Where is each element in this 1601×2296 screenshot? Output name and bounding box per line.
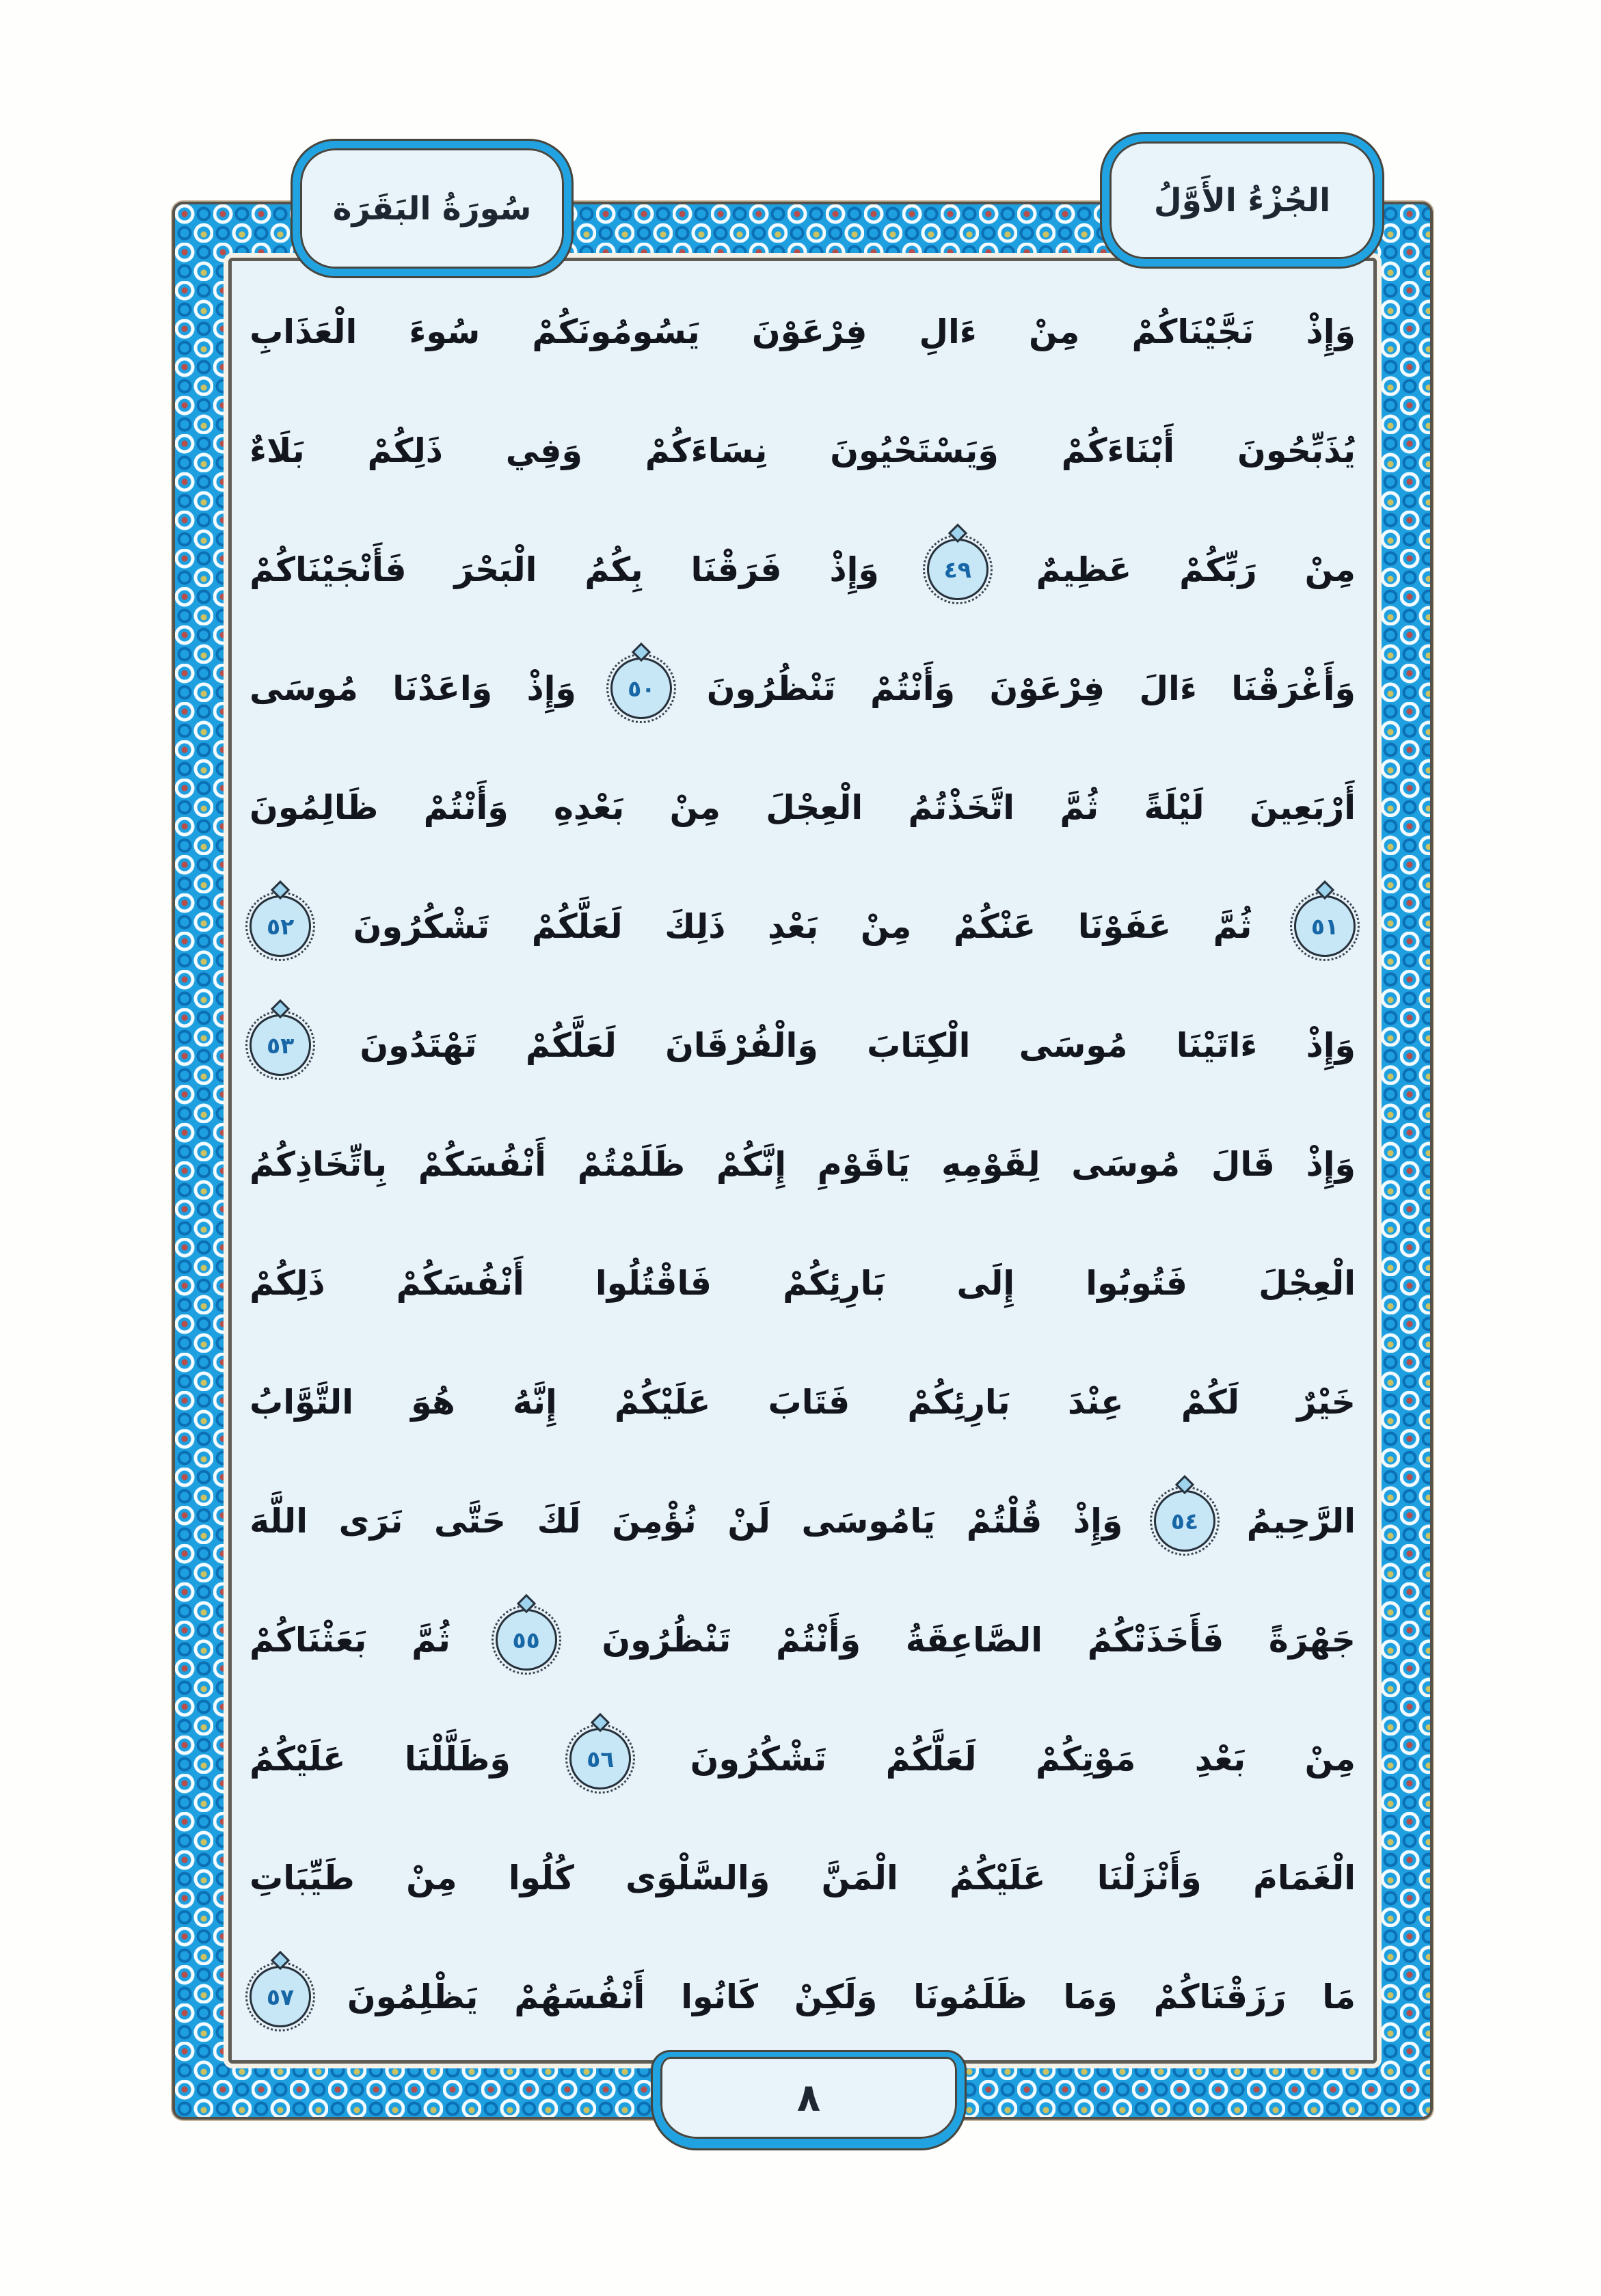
word: إِلَى [956,1263,1015,1303]
quran-line [250,272,1356,391]
word: أَنْفُسَكُمْ [396,1263,524,1303]
word: وَإِذْ [1306,312,1356,351]
word: مَا [1322,1977,1356,2016]
word: وَإِذْ [829,550,879,589]
word: بَعَثْنَاكُمْ [250,1620,367,1660]
word: فَأَخَذَتْكُمُ [1087,1620,1224,1660]
word: تَشْكُرُونَ [690,1739,827,1779]
word: تَنْظُرُونَ [706,668,836,708]
word: رَزَقْنَاكُمْ [1153,1977,1287,2016]
word: لِقَوْمِهِ [941,1144,1040,1184]
verse-number-medallion: ٥٢ [250,895,311,957]
word: أَنْفُسَكُمْ [418,1144,546,1184]
word: الْعَذَابِ [250,312,358,351]
word: ءَالِ [919,312,977,351]
quran-line [250,391,1356,510]
word: بَعْدِ [1194,1739,1246,1779]
quran-line [250,510,1356,629]
word: وَإِذْ [1073,1501,1123,1541]
word: بَعْدِ [767,906,819,946]
word: وَأَنْتُمْ [870,668,956,708]
word: الْعِجْلَ [1259,1263,1356,1303]
word: نُؤْمِنَ [612,1501,697,1541]
quran-line [250,1105,1356,1224]
quran-line [250,629,1356,748]
word: فِرْعَوْنَ [751,312,867,351]
word: الْكِتَابَ [867,1025,971,1065]
word: عِنْدَ [1067,1382,1124,1422]
surah-name-tab [293,141,571,276]
word: عَلَيْكُمْ [614,1382,711,1422]
word: ذَلِكُمْ [250,1263,325,1303]
word: وَأَنْتُمْ [775,1620,861,1660]
verse-number-medallion: ٥٠ [610,658,672,719]
word: بِاتِّخَاذِكُمُ [250,1144,387,1184]
word: هُوَ [411,1382,455,1422]
word: حَتَّى [434,1501,506,1541]
verse-number-medallion: ٥٦ [569,1728,631,1789]
word: نَرَى [338,1501,403,1541]
quran-line [250,1461,1356,1580]
word: وَالسَّلْوَى [625,1858,770,1897]
word: لَعَلَّكُمْ [525,1025,617,1065]
verse-number-medallion: ٥٥ [496,1609,557,1671]
word: فَأَنْجَيْنَاكُمْ [250,550,407,589]
word: مِنْ [860,906,912,946]
word: وَإِذْ [526,668,576,708]
word: لَكُمْ [1181,1382,1240,1422]
word: الْمَنَّ [821,1858,898,1897]
word: تَنْظُرُونَ [602,1620,731,1660]
word: مِنْ [406,1858,457,1897]
word: مِنْ [1028,312,1080,351]
word: الْغَمَامَ [1252,1858,1356,1897]
verse-number-medallion: ٥١ [1294,895,1356,957]
word: ظَلَمُونَا [913,1977,1027,2016]
word: وَأَنْتُمْ [423,787,509,827]
word: ثُمَّ [1213,906,1252,946]
word: طَيِّبَاتِ [250,1858,355,1897]
word: مُوسَى [1071,1144,1181,1184]
word: لَعَلَّكُمْ [531,906,623,946]
word: بَلَاءٌ [250,431,305,470]
word: بَارِئِكُمْ [907,1382,1010,1422]
word: وَأَنْزَلْنَا [1097,1858,1202,1897]
word: ذَلِكَ [664,906,726,946]
word: كَانُوا [681,1977,759,2016]
word: رَبِّكُمْ [1179,550,1257,589]
quran-line [250,986,1356,1105]
word: فَتَابَ [768,1382,850,1422]
word: أَبْنَاءَكُمْ [1061,431,1175,470]
word: يَامُوسَى [801,1501,936,1541]
word: عَفَوْنَا [1077,906,1172,946]
quran-line [250,1580,1356,1699]
word: وَيَسْتَحْيُونَ [830,431,999,470]
quran-line [250,748,1356,867]
word: ذَلِكُمْ [367,431,443,470]
decorative-border-frame [172,202,1433,2120]
word: يَظْلِمُونَ [347,1977,479,2016]
word: فَاقْتُلُوا [595,1263,712,1303]
word: ثُمَّ [412,1620,450,1660]
word: التَّوَّابُ [250,1382,353,1422]
word: وَفِي [505,431,582,470]
word: جَهْرَةً [1268,1620,1356,1660]
word: سُوءَ [409,312,481,351]
word: فَرَقْنَا [690,550,782,589]
word: ظَالِمُونَ [250,787,379,827]
word: كُلُوا [508,1858,574,1897]
word: فِرْعَوْنَ [989,668,1105,708]
word: الْعِجْلَ [766,787,863,827]
quran-line [250,1699,1356,1818]
word: تَشْكُرُونَ [353,906,490,946]
quran-line [250,1937,1356,2056]
word: مِنْ [1304,550,1356,589]
word: ءَاتَيْنَا [1176,1025,1258,1065]
word: قُلْتُمْ [966,1501,1042,1541]
word: عَنْكُمْ [953,906,1036,946]
word: عَظِيمٌ [1036,550,1132,589]
word: إِنَّكُمْ [716,1144,787,1184]
word: فَتُوبُوا [1086,1263,1188,1303]
word: يُذَبِّحُونَ [1237,431,1356,470]
word: اللَّهَ [250,1501,308,1541]
word: يَسُومُونَكُمْ [532,312,700,351]
text-panel [228,258,1377,2064]
quran-line [250,867,1356,986]
word: إِنَّهُ [512,1382,557,1422]
word: نِسَاءَكُمْ [645,431,768,470]
word: عَلَيْكُمُ [250,1739,346,1779]
word: ثُمَّ [1060,787,1099,827]
page-number-tab [653,2052,965,2148]
word: مِنْ [669,787,721,827]
verse-number-medallion: ٥٧ [250,1966,311,2027]
word: الصَّاعِقَةُ [905,1620,1043,1660]
word: أَرْبَعِينَ [1249,787,1356,827]
word: عَلَيْكُمُ [950,1858,1046,1897]
word: لَكَ [537,1501,581,1541]
word: مَوْتِكُمْ [1035,1739,1136,1779]
word: وَأَغْرَقْنَا [1231,668,1356,708]
word: وَظَلَّلْنَا [404,1739,511,1779]
word: مُوسَى [1019,1025,1128,1065]
word: ءَالَ [1139,668,1197,708]
word: أَنْفُسَهُمْ [514,1977,645,2016]
word: خَيْرٌ [1297,1382,1356,1422]
word: قَالَ [1211,1144,1275,1184]
word: وَالْفُرْقَانَ [665,1025,818,1065]
word: الرَّحِيمُ [1246,1501,1356,1541]
juz-tab [1102,134,1382,267]
word: يَاقَوْمِ [817,1144,911,1184]
juz-label: الجُزْءُ الأَوَّلُ [1153,181,1331,219]
quran-text-block [250,272,1356,2049]
word: وَإِذْ [1306,1025,1356,1065]
word: تَهْتَدُونَ [360,1025,477,1065]
page-number-label: ٨ [796,2075,821,2120]
word: وَاعَدْنَا [392,668,493,708]
word: لَيْلَةً [1144,787,1205,827]
verse-number-medallion: ٤٩ [927,539,988,600]
quran-line [250,1342,1356,1461]
surah-name-label: سُورَةُ البَقَرَة [332,189,532,228]
word: مِنْ [1304,1739,1356,1779]
word: بَارِئِكُمْ [783,1263,886,1303]
word: نَجَّيْنَاكُمْ [1131,312,1254,351]
word: لَعَلَّكُمْ [885,1739,977,1779]
word: ظَلَمْتُمْ [577,1144,686,1184]
word: بَعْدِهِ [554,787,625,827]
word: بِكُمُ [584,550,643,589]
word: اتَّخَذْتُمُ [908,787,1015,827]
word: الْبَحْرَ [454,550,537,589]
word: وَمَا [1063,1977,1118,2016]
quran-line [250,1224,1356,1342]
word: مُوسَى [250,668,358,708]
quran-line [250,1818,1356,1937]
word: لَنْ [727,1501,770,1541]
word: وَإِذْ [1306,1144,1356,1184]
verse-number-medallion: ٥٤ [1154,1490,1215,1552]
word: وَلَكِنْ [794,1977,878,2016]
verse-number-medallion: ٥٣ [250,1014,311,1076]
